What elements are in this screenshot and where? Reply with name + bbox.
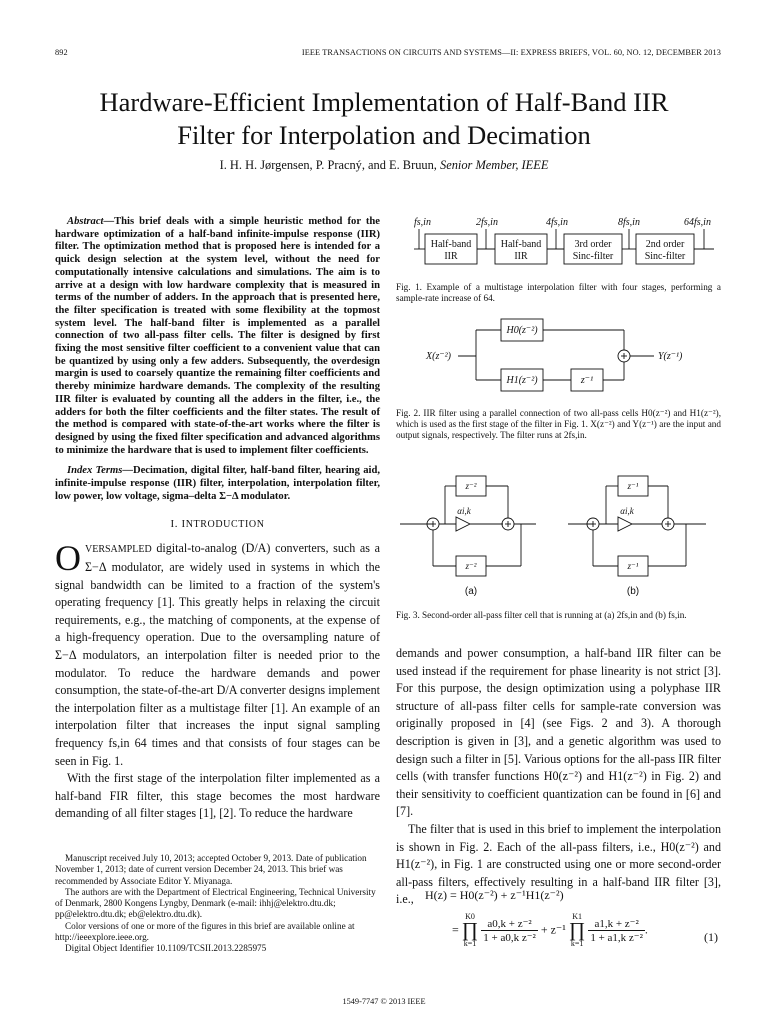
- intro-paragraph-1: [55, 540, 380, 770]
- figure-2: [396, 316, 721, 402]
- frac1-den: 1 + a1,k z⁻²: [590, 931, 643, 944]
- frac1-num: a1,k + z⁻²: [588, 917, 645, 931]
- frac-0: [481, 917, 538, 944]
- equation-line-2: [452, 912, 732, 948]
- author-names: I. H. H. Jørgensen, P. Pracný, and E. Bruun,: [219, 158, 437, 172]
- fig1-block-3-l2: Sinc-filter: [572, 251, 614, 262]
- fig3a-top-label: z⁻²: [465, 481, 477, 491]
- fig1-freq-3: 4fs,in: [546, 217, 568, 228]
- fig3a-bottom-label: z⁻²: [465, 561, 477, 571]
- prod1-lower: k=1: [570, 939, 584, 948]
- fig2-h0-label: H0(z⁻²): [506, 325, 538, 336]
- prod-1: K1 ∏ k=1: [568, 912, 586, 948]
- frac0-num: a0,k + z⁻²: [481, 917, 538, 931]
- section-number: I.: [170, 518, 179, 531]
- fig3-caption: Fig. 3. Second-order all-pass filter cell that is running at (a) 2fs,in and (b) fs,in.: [396, 610, 687, 620]
- intro-lead: VERSAMPLED: [85, 544, 152, 556]
- fig1-block-2-l1: Half-band: [500, 239, 542, 250]
- copyright: 1549-7747 © 2013 IEEE: [342, 997, 426, 1006]
- fig1-block-3-l1: 3rd order: [574, 239, 612, 250]
- fig2-delay-label: z⁻¹: [580, 375, 594, 386]
- fig2-caption: Fig. 2. IIR filter using a parallel connection of two all-pass cells H0(z⁻²) and H1(z⁻²), which is used as the first stage of the filter in Fig. 1. X(z⁻²) and Y(z⁻¹) are the input and output signals, respectively. The filter runs at 2fs,in.: [396, 408, 721, 441]
- fig1-block-4-l2: Sinc-filter: [644, 251, 686, 262]
- left-column: [55, 216, 380, 823]
- fig3-label-a: (a): [464, 586, 478, 597]
- prod0-upper: K0: [465, 912, 475, 921]
- prod0-lower: k=1: [463, 939, 477, 948]
- title-line-2: Filter for Interpolation and Decimation: [177, 120, 591, 150]
- right-paragraph-1: demands and power consumption, a half-band IIR filter can be used instead if the requirement for phase linearity is not strict [3]. For this purpose, the design optimization using a polyphase IIR structure of all-pass filter cells for sample-rate conversion was originally proposed in [4] (see Figs. 2 and 3). A thorough description is given in [3], and a genetic algorithm was used to design such a filter in [5]. Various options for the all-pass IIR filter cells (with transfer functions H0(z⁻²) and H1(z⁻²) in Fig. 2) and their sensitivity to coefficient quantization can be found in [6] and [7].: [396, 646, 721, 819]
- fig3a-coef-gain: [456, 517, 470, 531]
- fig2-input-label: X(z⁻²): [426, 351, 451, 362]
- fig3b-bottom-label: z⁻¹: [627, 561, 639, 571]
- footnote-doi: Digital Object Identifier 10.1109/TCSII.2013.2285975: [65, 943, 267, 954]
- journal-header: IEEE TRANSACTIONS ON CIRCUITS AND SYSTEMS—II: EXPRESS BRIEFS, VOL. 60, NO. 12, DECEMBER 2013: [301, 48, 721, 57]
- fig3b-coef-label: αi,k: [620, 506, 634, 516]
- paper-title: [0, 86, 768, 152]
- equation-number: (1): [704, 930, 718, 944]
- footnote-affiliation: The authors are with the Department of Electrical Engineering, Technical University of Denmark, 2800 Kongens Lyngby, Denmark (e-mail: ihhj@elektro.dtu.dk; pp@elektro.dtu.dk; eb@elektro.dtu.dk).: [55, 886, 376, 920]
- section-title-first: I: [181, 518, 186, 531]
- fig1-block-1-l2: IIR: [444, 251, 458, 262]
- fig1-freq-5: 64fs,in: [684, 217, 711, 228]
- fig3b-top-label: z⁻¹: [627, 481, 639, 491]
- index-terms-label: Index Terms: [67, 465, 123, 477]
- fig1-freq-4: 8fs,in: [618, 217, 640, 228]
- title-line-1: Hardware-Efficient Implementation of Half-Band IIR: [99, 87, 669, 117]
- author-list: [0, 158, 768, 173]
- intro-p1-text: digital-to-analog (D/A) converters, such as a Σ−Δ modulator, are widely used in systems in which the signal bandwidth can be limited to a fraction of the system's operating frequency [1]. This greatly helps in relaxing the circuit requirements, e.g., the matching of components, at the expense of a high-frequency operation. Due to the oversampling nature of Σ−Δ modulators, an interpolation filter is needed prior to the modulator. To reduce the hardware demands and power consumption, the state-of-the-art D/A converter designs implement the interpolation filter as a multistage filter [1]. An example of an interpolation filter that increases the input signal sampling frequency fs,in 64 times and that consists of four stages can be seen in Fig. 1.: [55, 541, 380, 768]
- fig1-block-2-l2: IIR: [514, 251, 528, 262]
- figure-1: [396, 214, 721, 276]
- section-heading: [55, 518, 380, 530]
- figure-3: [396, 470, 721, 606]
- equation-line-1: H(z) = H0(z⁻²) + z⁻¹H1(z⁻²): [425, 888, 564, 902]
- right-paragraph-2: The filter that is used in this brief to implement the interpolation is shown in Fig. 2. Each of the all-pass filters, i.e., H0(z⁻²) and H1(z⁻²), in Fig. 1 are constructed using one or more second-order all-pass filters, effectively resulting in a half-band IIR filter [3], i.e.,: [396, 821, 721, 907]
- author-role: Senior Member, IEEE: [440, 158, 549, 172]
- eq-equals: =: [452, 922, 459, 937]
- right-column: [396, 645, 721, 909]
- drop-cap: O: [55, 538, 81, 579]
- section-title-rest: NTRODUCTION: [185, 519, 265, 531]
- fig1-freq-1: fs,in: [414, 217, 431, 228]
- footnotes: [55, 853, 380, 955]
- fig3-label-b: (b): [626, 586, 640, 597]
- fig1-block-1-l1: Half-band: [430, 239, 472, 250]
- prod-0: K0 ∏ k=1: [461, 912, 479, 948]
- page-number: 892: [55, 48, 68, 57]
- eq-plus-z: + z⁻¹: [540, 922, 566, 937]
- intro-paragraph-2: With the first stage of the interpolation filter implemented as a half-band FIR filter, this stage becomes the most hardware demanding of all filter stages [1], [2]. To reduce the hardware: [55, 771, 380, 821]
- abstract: [55, 216, 380, 457]
- fig3a-coef-label: αi,k: [457, 506, 471, 516]
- fig2-h1-label: H1(z⁻²): [506, 375, 538, 386]
- prod1-upper: K1: [572, 912, 582, 921]
- fig2-output-label: Y(z⁻¹): [658, 351, 683, 362]
- footnote-color: Color versions of one or more of the figures in this brief are available online at http://ieeexplore.ieee.org.: [55, 920, 355, 943]
- index-terms-text: —Decimation, digital filter, half-band filter, hearing aid, infinite-impulse response (IIR) filter, interpolation, interpolation filter, low power, low voltage, sigma–delta Σ−Δ modulator.: [55, 465, 380, 502]
- abstract-label: Abstract: [67, 216, 104, 227]
- index-terms: [55, 465, 380, 503]
- fig1-caption: Fig. 1. Example of a multistage interpolation filter with four stages, performing a sample-rate increase of 64.: [396, 282, 721, 304]
- fig1-block-4-l1: 2nd order: [645, 239, 685, 250]
- frac0-den: 1 + a0,k z⁻²: [483, 931, 536, 944]
- footnote-received: Manuscript received July 10, 2013; accepted October 9, 2013. Date of publication November 1, 2013; date of current version December 24, 2013. This brief was recommended by Associate Editor Y. Miyanaga.: [55, 853, 367, 886]
- eq-end: .: [644, 922, 648, 937]
- frac-1: [588, 917, 645, 944]
- fig1-freq-2: 2fs,in: [476, 217, 498, 228]
- abstract-text: —This brief deals with a simple heuristic method for the hardware optimization of a half-band infinite-impulse response (IIR) filter. The optimization method that is proposed here is intended for a quick design selection at the system level, without the need for computationally intensive calculations and simulations. The aim is to arrive at a design with low hardware complexity that is measured in terms of the number of adders. In the approach that is presented here, the filter specification is treated with some flexibility at the topmost system level. The half-band filter is implemented as a parallel connection of two all-pass filter cells. The filter is designed by first fixing the most sensitive filter coefficient to a convenient value that can be quantized by using only a few adders. Subsequently, the overdesign margin is used to coarsely quantize the remaining filter coefficients and thereby minimize hardware demands. The complexity of the resulting IIR filter is evaluated by counting all the adders in the filter, i.e., the adders for both the filter coefficients and the filter states. The result of the method is compared with state-of-the-art works where the filter is designed by using the fixed filter specification and advanced algorithms to minimize the hardware that is used to implement filter coefficients.: [55, 216, 380, 456]
- fig3b-coef-gain: [618, 517, 632, 531]
